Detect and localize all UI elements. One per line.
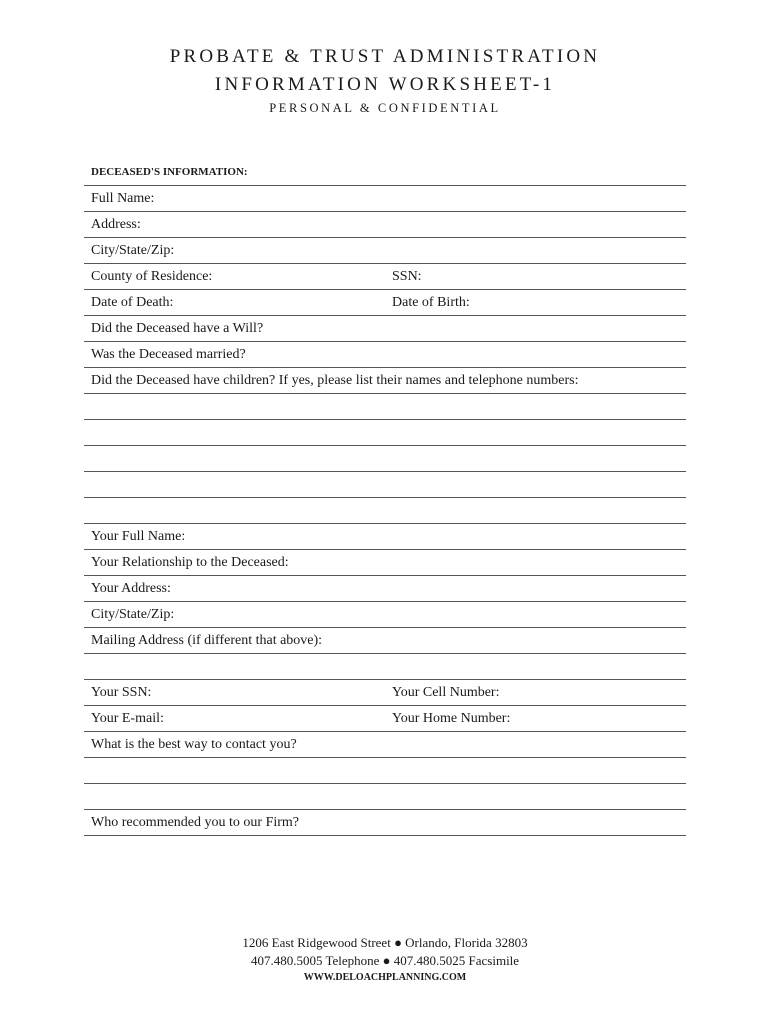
field-label: County of Residence: bbox=[91, 269, 213, 284]
footer-website[interactable]: WWW.DELOACHPLANNING.COM bbox=[303, 972, 467, 983]
field-label: Your Relationship to the Deceased: bbox=[91, 555, 289, 570]
field-label: SSN: bbox=[392, 269, 422, 284]
deceased-county-ssn-field[interactable] bbox=[84, 264, 686, 290]
title-subtitle: PERSONAL & CONFIDENTIAL bbox=[269, 101, 501, 115]
contact-blank-line[interactable] bbox=[84, 758, 686, 784]
field-label: Your Full Name: bbox=[91, 529, 186, 544]
field-label: City/State/Zip: bbox=[91, 243, 175, 258]
field-label: Date of Death: bbox=[91, 295, 174, 310]
field-label: Your Address: bbox=[91, 581, 171, 596]
children-blank-line[interactable] bbox=[84, 394, 686, 420]
deceased-address-field[interactable] bbox=[84, 212, 686, 238]
title-line-1: PROBATE & TRUST ADMINISTRATION bbox=[169, 46, 601, 67]
your-city-state-zip-field[interactable] bbox=[84, 602, 686, 628]
field-label: Your Cell Number: bbox=[392, 685, 500, 700]
your-full-name-field[interactable] bbox=[84, 524, 686, 550]
mailing-address-field[interactable] bbox=[84, 628, 686, 654]
children-blank-line[interactable] bbox=[84, 498, 686, 524]
deceased-will-field[interactable] bbox=[84, 316, 686, 342]
children-blank-line[interactable] bbox=[84, 420, 686, 446]
field-label: Did the Deceased have a Will? bbox=[91, 321, 264, 336]
contact-blank-line[interactable] bbox=[84, 784, 686, 810]
field-label: Mailing Address (if different that above): bbox=[91, 633, 323, 648]
deceased-dates-field[interactable] bbox=[84, 290, 686, 316]
deceased-full-name-field[interactable] bbox=[84, 186, 686, 212]
mailing-blank-line[interactable] bbox=[84, 654, 686, 680]
your-relationship-field[interactable] bbox=[84, 550, 686, 576]
your-ssn-cell-field[interactable] bbox=[84, 680, 686, 706]
children-blank-line[interactable] bbox=[84, 472, 686, 498]
your-email-home-field[interactable] bbox=[84, 706, 686, 732]
field-label: City/State/Zip: bbox=[91, 607, 175, 622]
deceased-children-field[interactable] bbox=[84, 368, 686, 394]
your-address-field[interactable] bbox=[84, 576, 686, 602]
contact-method-field[interactable] bbox=[84, 732, 686, 758]
field-label: Address: bbox=[91, 217, 141, 232]
footer-phones: 407.480.5005 Telephone ● 407.480.5025 Facsimile bbox=[250, 953, 520, 968]
section-title: DECEASED'S INFORMATION: bbox=[91, 166, 248, 178]
section-header-deceased bbox=[84, 160, 686, 186]
field-label: What is the best way to contact you? bbox=[91, 737, 297, 752]
field-label: Date of Birth: bbox=[392, 295, 470, 310]
field-label: Full Name: bbox=[91, 191, 155, 206]
children-blank-line[interactable] bbox=[84, 446, 686, 472]
field-label: Your SSN: bbox=[91, 685, 152, 700]
field-label: Your Home Number: bbox=[392, 711, 511, 726]
field-label: Who recommended you to our Firm? bbox=[91, 815, 300, 830]
deceased-married-field[interactable] bbox=[84, 342, 686, 368]
title-line-2: INFORMATION WORKSHEET-1 bbox=[214, 74, 556, 95]
field-label: Did the Deceased have children? If yes, please list their names and telephone numbers: bbox=[91, 373, 579, 388]
field-label: Your E-mail: bbox=[91, 711, 164, 726]
recommended-by-field[interactable] bbox=[84, 810, 686, 836]
deceased-city-state-zip-field[interactable] bbox=[84, 238, 686, 264]
field-label: Was the Deceased married? bbox=[91, 347, 246, 362]
footer-address: 1206 East Ridgewood Street ● Orlando, Florida 32803 bbox=[242, 935, 528, 950]
